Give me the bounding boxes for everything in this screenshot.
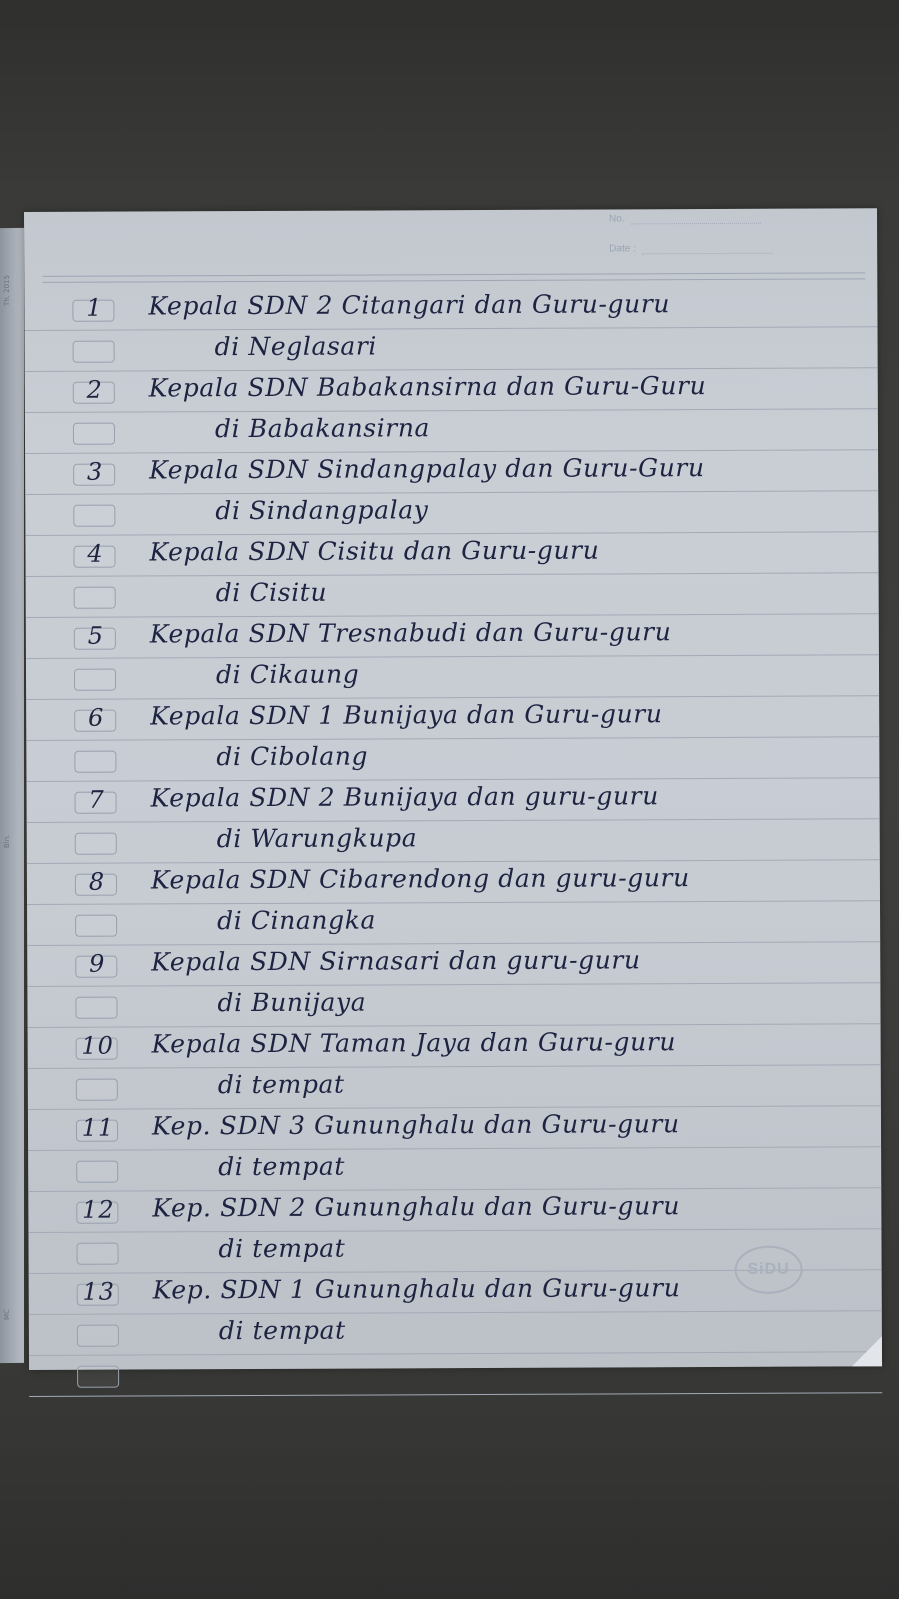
checkbox-square <box>73 341 115 363</box>
checkbox-square <box>74 587 116 609</box>
entry-line <box>28 1106 881 1151</box>
entry-number: 8 <box>88 867 106 896</box>
top-rule-1 <box>42 272 865 277</box>
entry-recipient: Kep. SDN 1 Gununghalu dan Guru-guru <box>152 1273 681 1305</box>
entry-sub-line <box>28 1147 881 1192</box>
entry-recipient: Kepala SDN 1 Bunijaya dan Guru-guru <box>150 699 663 731</box>
entry-number: 6 <box>88 703 105 732</box>
entry-line <box>25 368 878 413</box>
checkbox-square <box>77 1366 119 1388</box>
entry-number: 12 <box>82 1195 115 1224</box>
entry-location: di Cibolang <box>216 741 369 772</box>
entry-sub-line <box>29 1311 882 1356</box>
entry-location: di tempat <box>218 1315 346 1346</box>
entry-sub-line <box>25 409 878 454</box>
no-label: No. <box>609 213 625 225</box>
page-corner <box>852 1336 882 1366</box>
entry-line <box>29 1352 882 1397</box>
entry-number: 5 <box>87 621 105 650</box>
entry-number: 10 <box>81 1031 114 1060</box>
checkbox-square <box>74 751 116 773</box>
sidu-logo-text: SiDU <box>747 1260 790 1278</box>
checkbox-square <box>76 1079 118 1101</box>
entry-location: di tempat <box>217 1069 345 1100</box>
checkbox-square <box>73 505 115 527</box>
entry-location: di Bunijaya <box>217 987 367 1018</box>
header-date <box>609 243 772 255</box>
sidu-logo <box>735 1246 803 1294</box>
entry-recipient: Kepala SDN Cisitu dan Guru-guru <box>149 535 600 567</box>
entry-number: 4 <box>87 539 104 568</box>
entry-location: di Sindangpalay <box>215 495 429 526</box>
entry-location: di tempat <box>218 1151 346 1182</box>
entry-number: 2 <box>86 375 103 404</box>
entry-recipient: Kepala SDN Cibarendong dan guru-guru <box>150 863 690 895</box>
entry-sub-line <box>25 327 878 372</box>
entry-recipient: Kepala SDN Babakansirna dan Guru-Guru <box>148 371 707 403</box>
entry-recipient: Kepala SDN 2 Citangari dan Guru-guru <box>148 289 671 321</box>
entry-sub-line <box>25 491 878 536</box>
entry-location: di Cisitu <box>215 577 328 608</box>
entry-line <box>27 942 880 987</box>
entry-recipient: Kep. SDN 2 Gununghalu dan Guru-guru <box>152 1191 681 1223</box>
entry-line <box>28 1024 881 1069</box>
checkbox-square <box>74 669 116 691</box>
entry-recipient: Kepala SDN 2 Bunijaya dan guru-guru <box>150 781 659 813</box>
margin-mark-bottom: MC <box>3 1309 11 1321</box>
entry-sub-line <box>28 1065 881 1110</box>
margin-mark-top: Th. 2015 <box>3 275 11 307</box>
entry-sub-line <box>26 655 879 700</box>
entry-line <box>25 450 878 495</box>
checkbox-square <box>73 423 115 445</box>
entry-sub-line <box>26 737 879 782</box>
entry-number: 7 <box>88 785 105 814</box>
entry-number: 1 <box>86 293 103 322</box>
entry-line <box>26 696 879 741</box>
entry-recipient: Kepala SDN Sirnasari dan guru-guru <box>151 945 641 977</box>
entry-recipient: Kep. SDN 3 Gununghalu dan Guru-guru <box>151 1109 680 1141</box>
left-page-edge <box>0 228 24 1363</box>
header-no <box>609 213 761 225</box>
entry-number: 11 <box>81 1113 115 1142</box>
checkbox-square <box>75 833 117 855</box>
entry-location: di Babakansirna <box>214 413 431 444</box>
checkbox-square <box>75 997 117 1019</box>
margin-mark-mid: Bln. <box>3 834 11 849</box>
checkbox-square <box>75 915 117 937</box>
date-blank <box>642 253 772 255</box>
entry-location: di Cikaung <box>215 659 360 690</box>
entry-location: di Warungkupa <box>216 823 418 854</box>
checkbox-square <box>76 1243 118 1265</box>
entry-line <box>24 286 877 331</box>
entry-recipient: Kepala SDN Tresnabudi dan Guru-guru <box>149 617 672 649</box>
entry-line <box>27 860 880 905</box>
entry-line <box>26 614 879 659</box>
top-rule-2 <box>42 278 865 283</box>
entry-line <box>26 778 879 823</box>
entry-line <box>25 532 878 577</box>
checkbox-square <box>77 1325 119 1347</box>
checkbox-square <box>76 1161 118 1183</box>
entry-location: di Neglasari <box>214 331 378 362</box>
ruled-lines <box>24 286 882 1397</box>
entry-sub-line <box>26 573 879 618</box>
entry-recipient: Kepala SDN Taman Jaya dan Guru-guru <box>151 1027 677 1059</box>
entry-number: 9 <box>89 949 106 978</box>
entry-location: di tempat <box>218 1233 346 1264</box>
entry-sub-line <box>27 901 880 946</box>
entry-sub-line <box>27 983 880 1028</box>
entry-location: di Cinangka <box>217 905 376 936</box>
entry-number: 3 <box>86 457 104 486</box>
entry-line <box>28 1188 881 1233</box>
entry-recipient: Kepala SDN Sindangpalay dan Guru-Guru <box>149 453 705 485</box>
entry-sub-line <box>27 819 880 864</box>
date-label: Date : <box>609 243 636 255</box>
notebook-page <box>24 208 882 1370</box>
no-blank <box>631 223 761 225</box>
entry-number: 13 <box>82 1277 116 1306</box>
